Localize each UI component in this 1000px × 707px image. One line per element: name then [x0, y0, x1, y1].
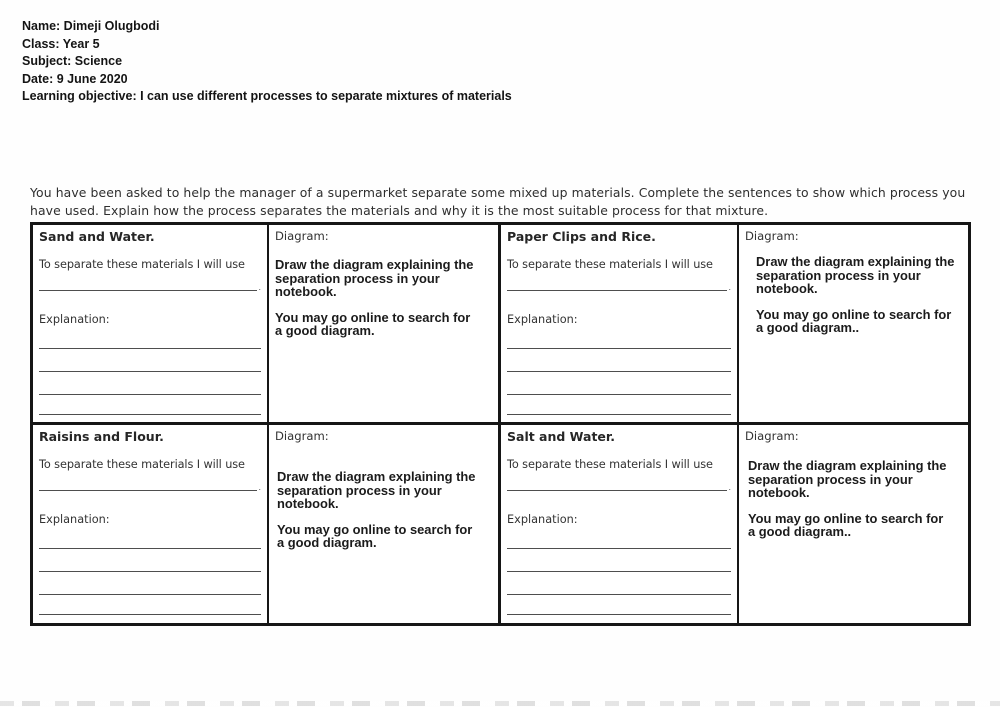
diagram-instructions [277, 470, 475, 550]
paragraph-gap [277, 511, 475, 523]
cell-title: Raisins and Flour. [39, 429, 164, 444]
diagram-label: Diagram: [275, 429, 329, 443]
diagram-instruction-line: separation process in your [275, 270, 440, 286]
diagram-instruction-line: You may go online to search for [277, 521, 473, 537]
cell-title: Sand and Water. [39, 229, 155, 244]
answer-line[interactable] [507, 414, 731, 415]
cell-title: Salt and Water. [507, 429, 616, 444]
diagram-instruction-line: Draw the diagram explaining the [748, 458, 947, 473]
material-cell-sand-and-water [33, 225, 269, 425]
material-cell-paper-clips-and-rice [501, 225, 739, 425]
answer-line[interactable] [39, 594, 261, 595]
separation-prompt: To separate these materials I will use [39, 458, 245, 471]
page-edge-artifact [0, 701, 1000, 706]
sentence-period: . [728, 282, 731, 292]
diagram-instruction-line: You may go online to search for [275, 309, 471, 325]
diagram-instruction-line: a good diagram.. [756, 320, 860, 336]
task-instructions-line-2: have used. Explain how the process separates the materials and why it is the most suitable process for that mixture. [30, 203, 769, 218]
diagram-instruction-line: You may go online to search for [756, 306, 952, 322]
task-instructions [30, 184, 965, 220]
diagram-instruction-line: separation process in your [756, 267, 921, 283]
sentence-period: . [258, 282, 261, 292]
diagram-cell [739, 225, 968, 425]
answer-line[interactable] [507, 282, 731, 292]
answer-line[interactable] [39, 394, 261, 395]
sentence-period: . [728, 482, 731, 492]
answer-line[interactable] [39, 614, 261, 615]
answer-line[interactable] [39, 571, 261, 572]
paragraph-gap [275, 299, 473, 311]
answer-line[interactable] [507, 394, 731, 395]
diagram-instruction-line: You may go online to search for [748, 510, 944, 526]
separation-prompt: To separate these materials I will use [507, 258, 713, 271]
diagram-label: Diagram: [275, 229, 329, 243]
material-cell-salt-and-water [501, 425, 739, 623]
diagram-instruction-line: notebook. [275, 284, 337, 300]
diagram-instruction-line: notebook. [277, 496, 339, 512]
diagram-instruction-line: notebook. [756, 281, 818, 297]
diagram-instruction-line: a good diagram.. [748, 524, 852, 540]
answer-line[interactable] [507, 614, 731, 615]
sentence-period: . [258, 482, 261, 492]
diagram-instruction-line: separation process in your [748, 471, 913, 487]
answer-line[interactable] [39, 482, 261, 492]
separation-prompt: To separate these materials I will use [507, 458, 713, 471]
diagram-instruction-line: Draw the diagram explaining the [277, 469, 476, 484]
diagram-instruction-line: a good diagram. [277, 535, 377, 551]
header-date: Date: 9 June 2020 [22, 71, 128, 86]
header-name: Name: Dimeji Olugbodi [22, 19, 160, 33]
answer-line[interactable] [507, 594, 731, 595]
explanation-label: Explanation: [39, 513, 110, 526]
explanation-label: Explanation: [507, 313, 578, 326]
answer-line[interactable] [507, 571, 731, 572]
diagram-cell [269, 225, 501, 425]
diagram-instructions [748, 459, 946, 539]
header-class: Class: Year 5 [22, 36, 100, 51]
answer-line[interactable] [39, 548, 261, 549]
worksheet-table [30, 222, 971, 626]
diagram-instruction-line: a good diagram. [275, 323, 375, 339]
answer-line[interactable] [39, 414, 261, 415]
diagram-instructions [756, 255, 954, 335]
diagram-instruction-line: notebook. [748, 485, 810, 501]
answer-line[interactable] [39, 348, 261, 349]
separation-prompt: To separate these materials I will use [39, 258, 245, 271]
answer-line[interactable] [507, 482, 731, 492]
diagram-cell [269, 425, 501, 623]
explanation-label: Explanation: [507, 513, 578, 526]
answer-line[interactable] [39, 371, 261, 372]
header-subject: Subject: Science [22, 54, 123, 69]
diagram-label: Diagram: [745, 429, 799, 443]
header-learning-objective: Learning objective: I can use different processes to separate mixtures of materials [22, 89, 512, 104]
answer-line[interactable] [507, 371, 731, 372]
diagram-label: Diagram: [745, 229, 799, 243]
cell-title: Paper Clips and Rice. [507, 229, 656, 244]
diagram-instruction-line: separation process in your [277, 482, 442, 498]
diagram-instruction-line: Draw the diagram explaining the [275, 257, 474, 272]
header-block [22, 18, 512, 106]
task-instructions-line-1: You have been asked to help the manager of a supermarket separate some mixed up materials. Complete the sentences to show which process you [30, 185, 966, 200]
material-cell-raisins-and-flour [33, 425, 269, 623]
explanation-label: Explanation: [39, 313, 110, 326]
diagram-instructions [275, 258, 473, 338]
answer-line[interactable] [39, 282, 261, 292]
paragraph-gap [748, 500, 946, 512]
diagram-instruction-line: Draw the diagram explaining the [756, 254, 955, 269]
answer-line[interactable] [507, 348, 731, 349]
answer-line[interactable] [507, 548, 731, 549]
diagram-cell [739, 425, 968, 623]
paragraph-gap [756, 296, 954, 308]
